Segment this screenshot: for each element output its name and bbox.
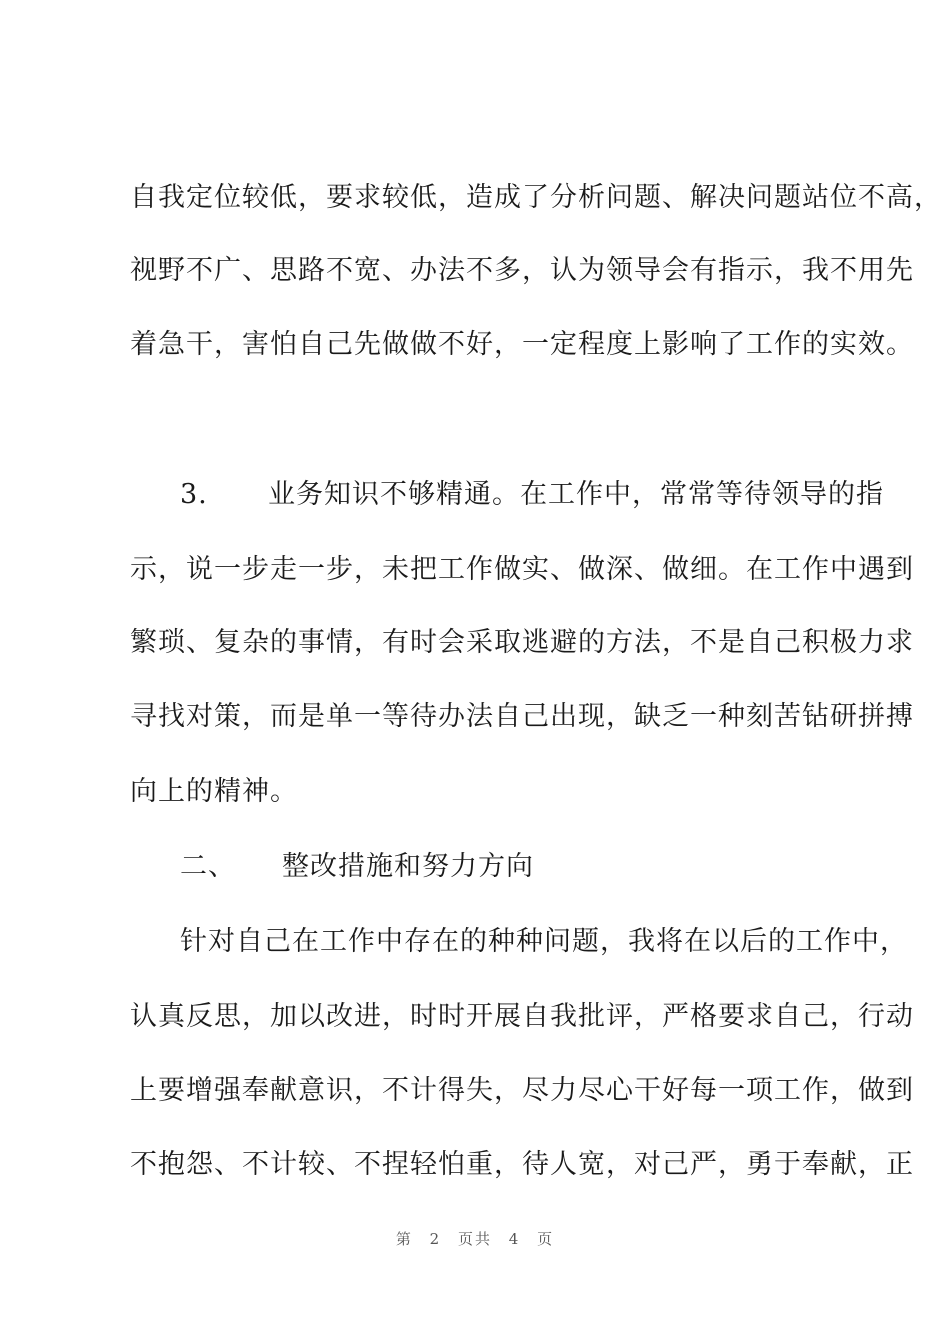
footer-prefix: 第 [395, 1230, 413, 1248]
footer-page-number: 2 [429, 1230, 442, 1248]
paragraph-line-3: 上要增强奉献意识，不计得失，尽力尽心干好每一项工作，做到 [130, 1075, 914, 1106]
footer-suffix: 页 [537, 1230, 555, 1248]
text-line-3: 着急干，害怕自己先做做不好，一定程度上影响了工作的实效。 [130, 329, 914, 360]
item-3-line-2: 示，说一步走一步，未把工作做实、做深、做细。在工作中遇到 [130, 554, 914, 585]
item-3-line-3: 繁琐、复杂的事情，有时会采取逃避的方法，不是自己积极力求 [130, 627, 914, 658]
item-3-line-5: 向上的精神。 [130, 776, 298, 807]
section-2-number: 二、 [180, 851, 236, 882]
item-3-first-line: 业务知识不够精通。在工作中，常常等待领导的指 [268, 479, 884, 510]
paragraph-line-4: 不抱怨、不计较、不捏轻怕重，待人宽，对己严，勇于奉献，正 [130, 1149, 914, 1180]
text-line-2: 视野不广、思路不宽、办法不多，认为领导会有指示，我不用先 [130, 255, 914, 286]
footer-total-pages: 4 [508, 1230, 521, 1248]
section-2-heading [180, 850, 910, 884]
paragraph-line-2: 认真反思，加以改进，时时开展自我批评，严格要求自己，行动 [130, 1001, 914, 1032]
page-footer [0, 1228, 950, 1249]
section-2-title: 整改措施和努力方向 [282, 851, 534, 882]
footer-middle: 页共 [457, 1230, 492, 1248]
text-line-1: 自我定位较低，要求较低，造成了分析问题、解决问题站位不高， [130, 182, 942, 213]
item-3-line-4: 寻找对策，而是单一等待办法自己出现，缺乏一种刻苦钻研拼搏 [130, 701, 914, 732]
paragraph-first-line: 针对自己在工作中存在的种种问题，我将在以后的工作中， [180, 926, 908, 957]
item-3-number: 3. [180, 479, 208, 510]
item-3-heading [180, 478, 910, 512]
